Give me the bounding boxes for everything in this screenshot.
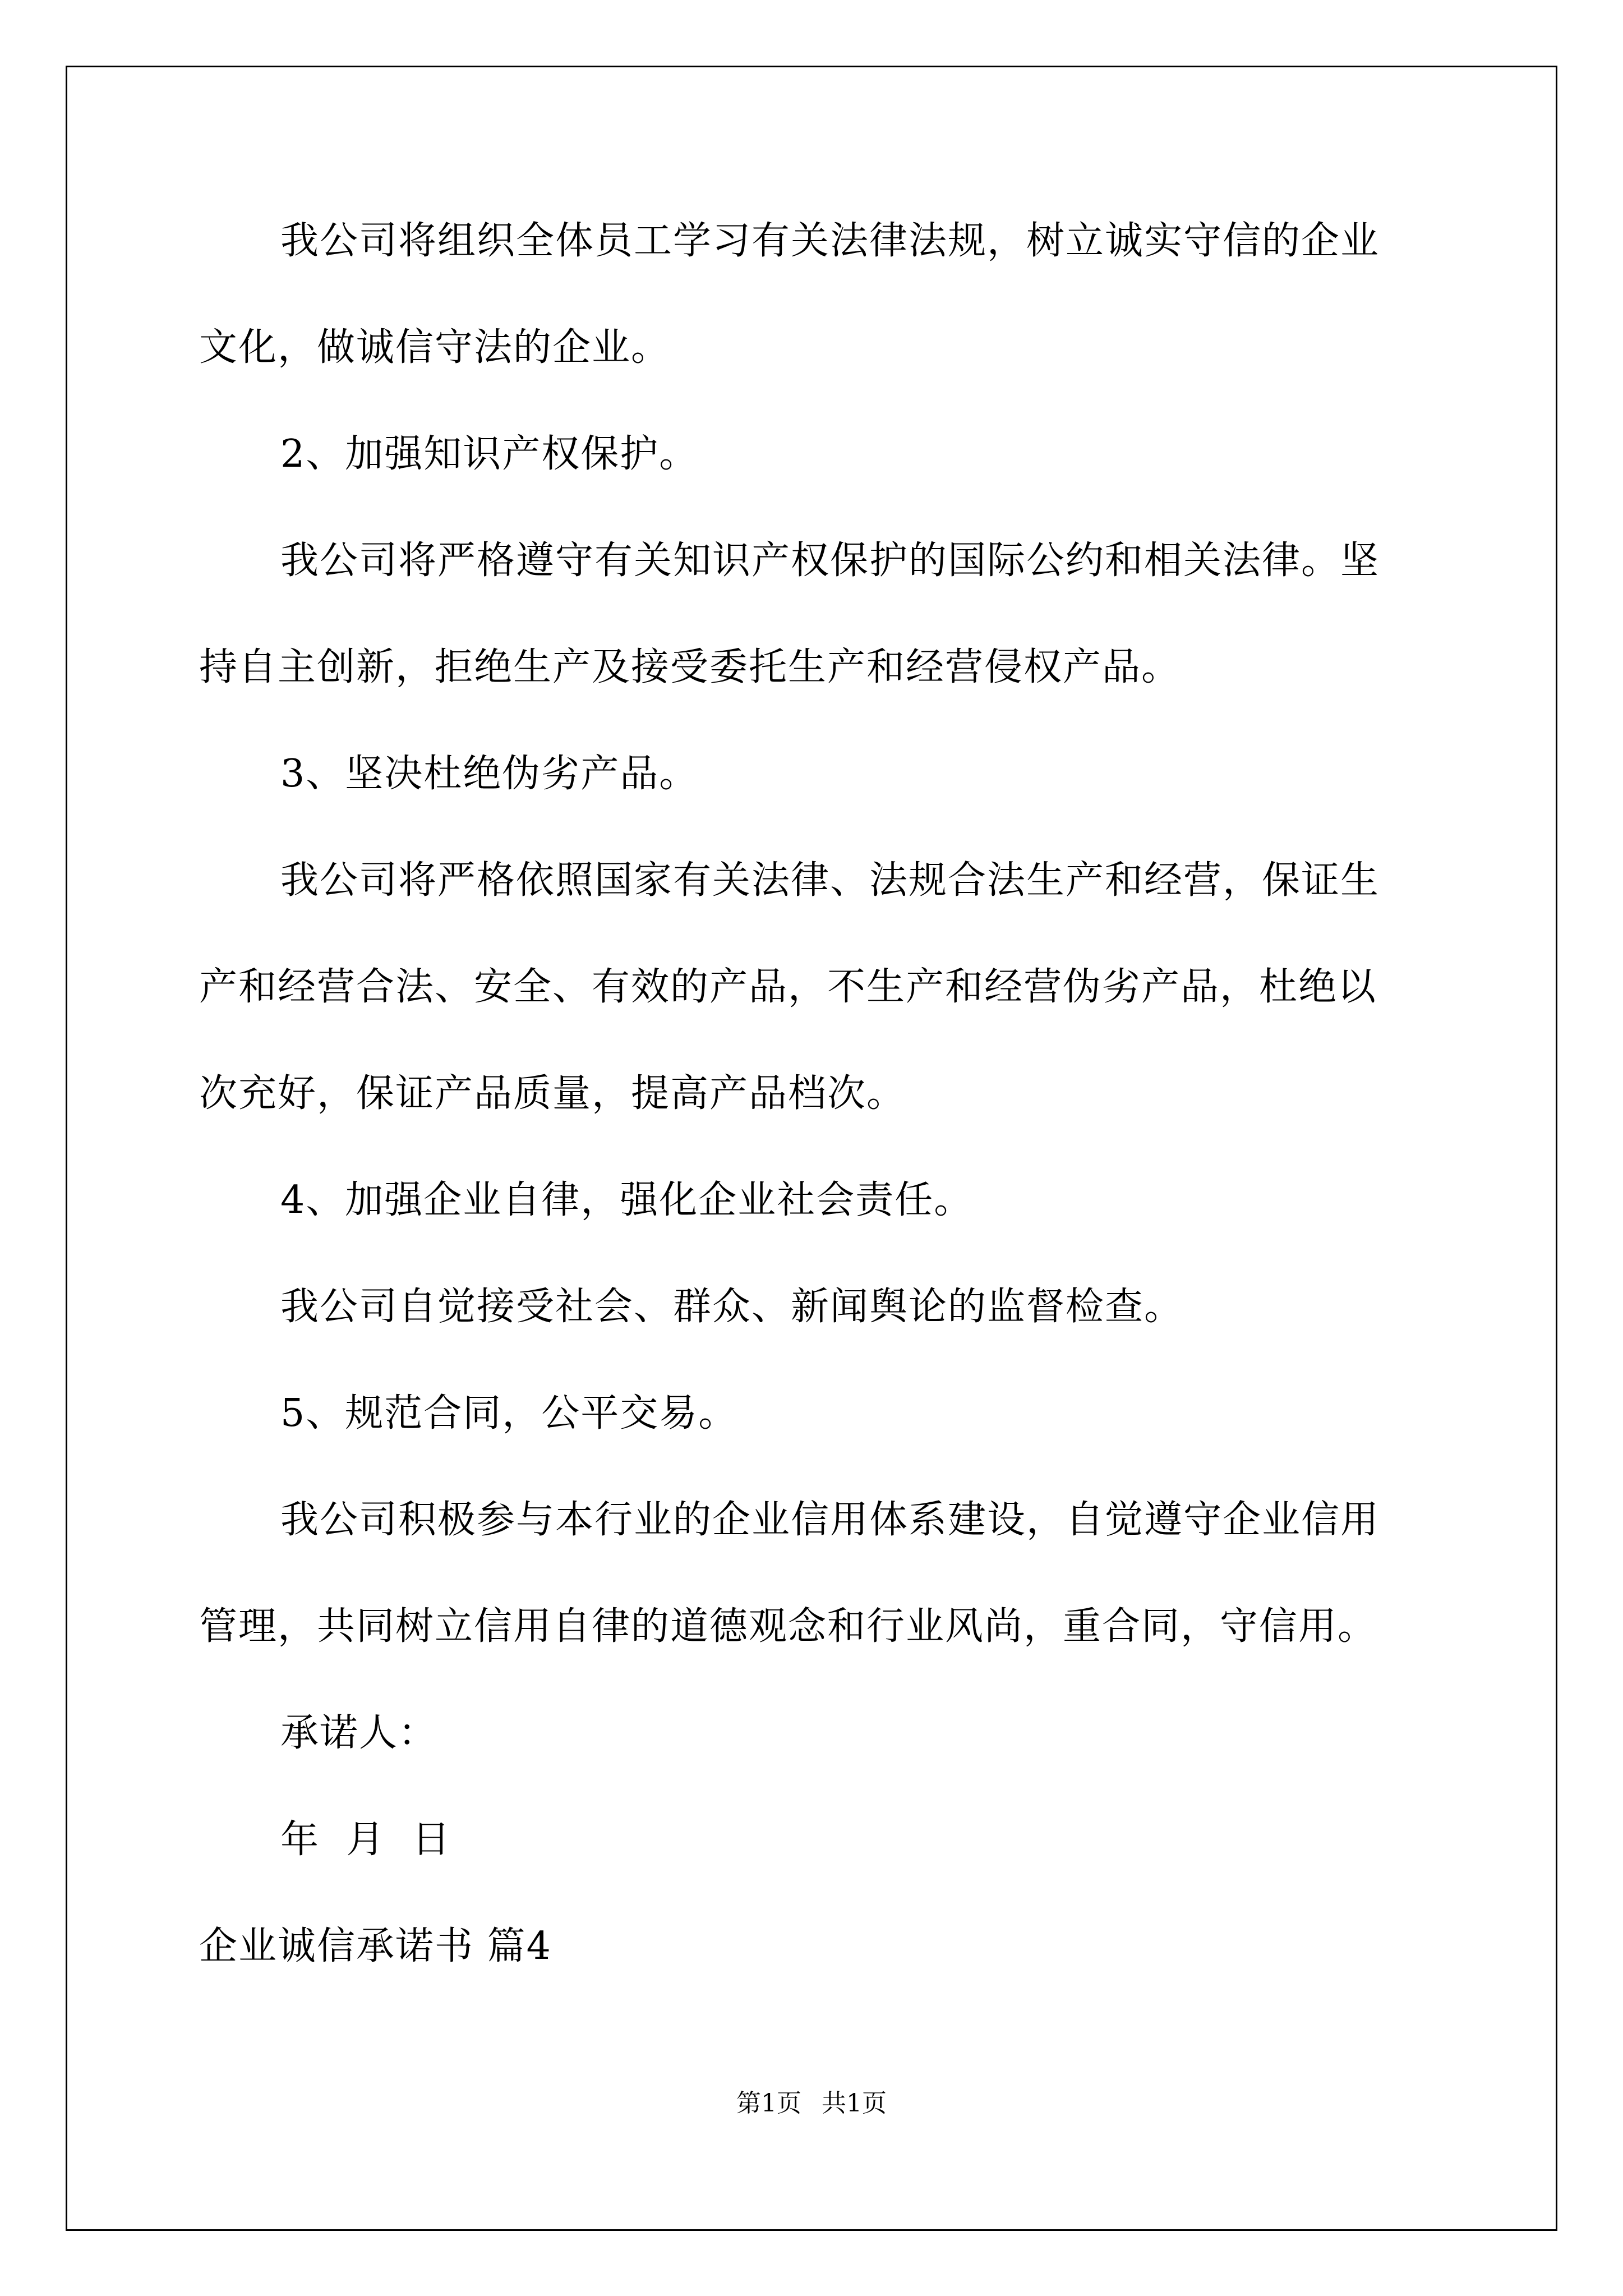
signature-label: 承诺人： (280, 1711, 438, 1755)
date-line: 年 月 日 (280, 1818, 451, 1862)
page-footer (0, 2087, 1623, 2120)
section-heading: 4、加强企业自律，强化企业社会责任。 (280, 1178, 974, 1222)
section-heading: 2、加强知识产权保护。 (280, 432, 699, 476)
paragraph-line: 我公司将严格依照国家有关法律、法规合法生产和经营，保证生 (280, 858, 1380, 903)
paragraph-line: 次充好，保证产品质量，提高产品档次。 (199, 1071, 906, 1116)
paragraph-line: 我公司积极参与本行业的企业信用体系建设，自觉遵守企业信用 (280, 1498, 1380, 1542)
page-number: 第1页 (736, 2089, 801, 2118)
paragraph-line: 我公司将组织全体员工学习有关法律法规，树立诚实守信的企业 (280, 219, 1380, 263)
page-border (66, 66, 1557, 2231)
next-section-title: 企业诚信承诺书 篇4 (199, 1924, 552, 1968)
paragraph-line: 管理，共同树立信用自律的道德观念和行业风尚，重合同，守信用。 (199, 1604, 1377, 1649)
paragraph-line: 我公司自觉接受社会、群众、新闻舆论的监督检查。 (280, 1285, 1184, 1329)
paragraph-line: 产和经营合法、安全、有效的产品，不生产和经营伪劣产品，杜绝以 (199, 965, 1377, 1009)
paragraph-line: 文化，做诚信守法的企业。 (199, 325, 671, 370)
paragraph-line: 我公司将严格遵守有关知识产权保护的国际公约和相关法律。坚 (280, 539, 1380, 583)
paragraph-line: 持自主创新，拒绝生产及接受委托生产和经营侵权产品。 (199, 645, 1181, 689)
section-heading: 3、坚决杜绝伪劣产品。 (280, 752, 699, 796)
section-heading: 5、规范合同，公平交易。 (280, 1391, 738, 1435)
page-total: 共1页 (822, 2089, 887, 2118)
